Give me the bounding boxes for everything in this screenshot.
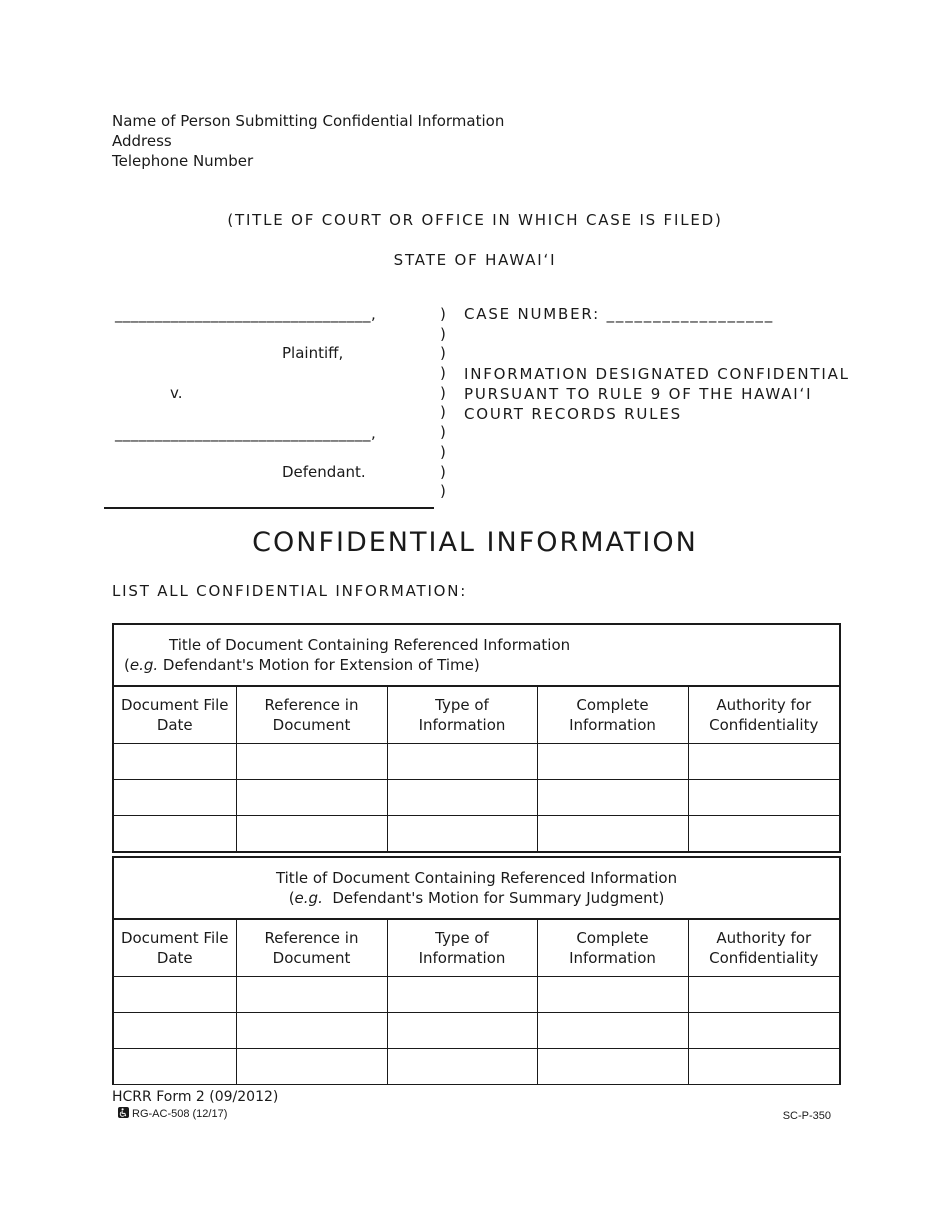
column-header-file-date: Document File Date (113, 686, 236, 744)
designation-line: COURT RECORDS RULES (464, 405, 682, 423)
column-header-authority: Authority for Confidentiality (688, 919, 840, 977)
entry-cell[interactable] (688, 744, 840, 780)
plaintiff-label: Plaintiff, (282, 344, 344, 362)
defendant-label: Defendant. (282, 463, 366, 481)
confidential-designation (464, 364, 850, 424)
entry-cell[interactable] (236, 816, 387, 853)
entry-cell[interactable] (688, 780, 840, 816)
column-header-complete: Complete Information (537, 919, 688, 977)
versus-label: v. (170, 384, 183, 402)
table-row (113, 744, 840, 780)
document-title-label: Title of Document Containing Referenced Information (275, 869, 678, 887)
confidential-info-table-1 (112, 623, 841, 853)
caption-paren: ) (440, 383, 446, 402)
entry-cell[interactable] (236, 977, 387, 1013)
document-title-label: Title of Document Containing Referenced Information (169, 636, 571, 654)
caption-parentheses (440, 305, 446, 502)
entry-cell[interactable] (236, 1049, 387, 1085)
list-instruction: LIST ALL CONFIDENTIAL INFORMATION: (112, 582, 468, 600)
entry-cell[interactable] (236, 780, 387, 816)
entry-cell[interactable] (537, 744, 688, 780)
example-eg: e.g. (294, 889, 323, 907)
plaintiff-name-blank[interactable]: ________________________________, (115, 305, 377, 323)
document-title-cell[interactable] (113, 857, 840, 919)
entry-cell[interactable] (688, 977, 840, 1013)
example-paren: ( (288, 889, 295, 907)
submitter-block (112, 111, 504, 171)
designation-line: INFORMATION DESIGNATED CONFIDENTIAL (464, 365, 850, 383)
entry-cell[interactable] (387, 1049, 537, 1085)
caption-divider (104, 507, 434, 509)
entry-cell[interactable] (387, 977, 537, 1013)
entry-cell[interactable] (113, 780, 236, 816)
entry-cell[interactable] (236, 744, 387, 780)
example-text: Defendant's Motion for Extension of Time) (158, 656, 480, 674)
entry-cell[interactable] (113, 1013, 236, 1049)
sc-code: SC-P-350 (782, 1110, 831, 1122)
entry-cell[interactable] (387, 744, 537, 780)
entry-cell[interactable] (688, 816, 840, 853)
document-title: CONFIDENTIAL INFORMATION (252, 527, 698, 558)
table-row (113, 977, 840, 1013)
form-number: HCRR Form 2 (09/2012) (112, 1089, 279, 1105)
entry-cell[interactable] (537, 816, 688, 853)
entry-cell[interactable] (387, 780, 537, 816)
document-title-cell[interactable] (113, 624, 840, 686)
caption-paren: ) (440, 324, 446, 343)
column-header-type: Type of Information (387, 686, 537, 744)
entry-cell[interactable] (688, 1013, 840, 1049)
column-header-authority: Authority for Confidentiality (688, 686, 840, 744)
entry-cell[interactable] (113, 977, 236, 1013)
entry-cell[interactable] (236, 1013, 387, 1049)
entry-cell[interactable] (537, 1049, 688, 1085)
designation-line: PURSUANT TO RULE 9 OF THE HAWAIʻI (464, 385, 813, 403)
caption-paren: ) (440, 442, 446, 461)
column-header-reference: Reference in Document (236, 919, 387, 977)
entry-cell[interactable] (537, 780, 688, 816)
example-paren: ( (124, 656, 130, 674)
column-header-reference: Reference in Document (236, 686, 387, 744)
caption-paren: ) (440, 462, 446, 481)
entry-cell[interactable] (387, 816, 537, 853)
entry-cell[interactable] (113, 744, 236, 780)
defendant-name-blank[interactable]: ________________________________, (115, 424, 377, 442)
entry-cell[interactable] (537, 977, 688, 1013)
submitter-phone-line: Telephone Number (112, 152, 254, 170)
caption-paren: ) (440, 482, 446, 501)
column-header-file-date: Document File Date (113, 919, 236, 977)
submitter-address-line: Address (112, 132, 172, 150)
caption-paren: ) (440, 364, 446, 383)
court-title: (TITLE OF COURT OR OFFICE IN WHICH CASE IS FILED) (227, 211, 723, 229)
confidential-info-table-2 (112, 856, 841, 1085)
caption-paren: ) (440, 403, 446, 422)
column-header-type: Type of Information (387, 919, 537, 977)
entry-cell[interactable] (688, 1049, 840, 1085)
entry-cell[interactable] (537, 1013, 688, 1049)
entry-cell[interactable] (113, 1049, 236, 1085)
example-text: Defendant's Motion for Summary Judgment) (322, 889, 665, 907)
rg-code-text: RG-AC-508 (12/17) (132, 1108, 228, 1120)
column-header-complete: Complete Information (537, 686, 688, 744)
submitter-name-line: Name of Person Submitting Confidential Information (112, 112, 505, 130)
case-number-field[interactable]: CASE NUMBER: __________________ (464, 305, 774, 323)
example-eg: e.g. (129, 656, 159, 674)
caption-paren: ) (440, 344, 446, 363)
entry-cell[interactable] (113, 816, 236, 853)
wheelchair-icon (118, 1107, 129, 1118)
rg-code (118, 1107, 227, 1120)
table-row (113, 1013, 840, 1049)
state-heading: STATE OF HAWAIʻI (393, 251, 557, 269)
table-row (113, 780, 840, 816)
table-row (113, 1049, 840, 1085)
caption-paren: ) (440, 305, 446, 323)
entry-cell[interactable] (387, 1013, 537, 1049)
table-row (113, 816, 840, 853)
caption-paren: ) (440, 423, 446, 442)
